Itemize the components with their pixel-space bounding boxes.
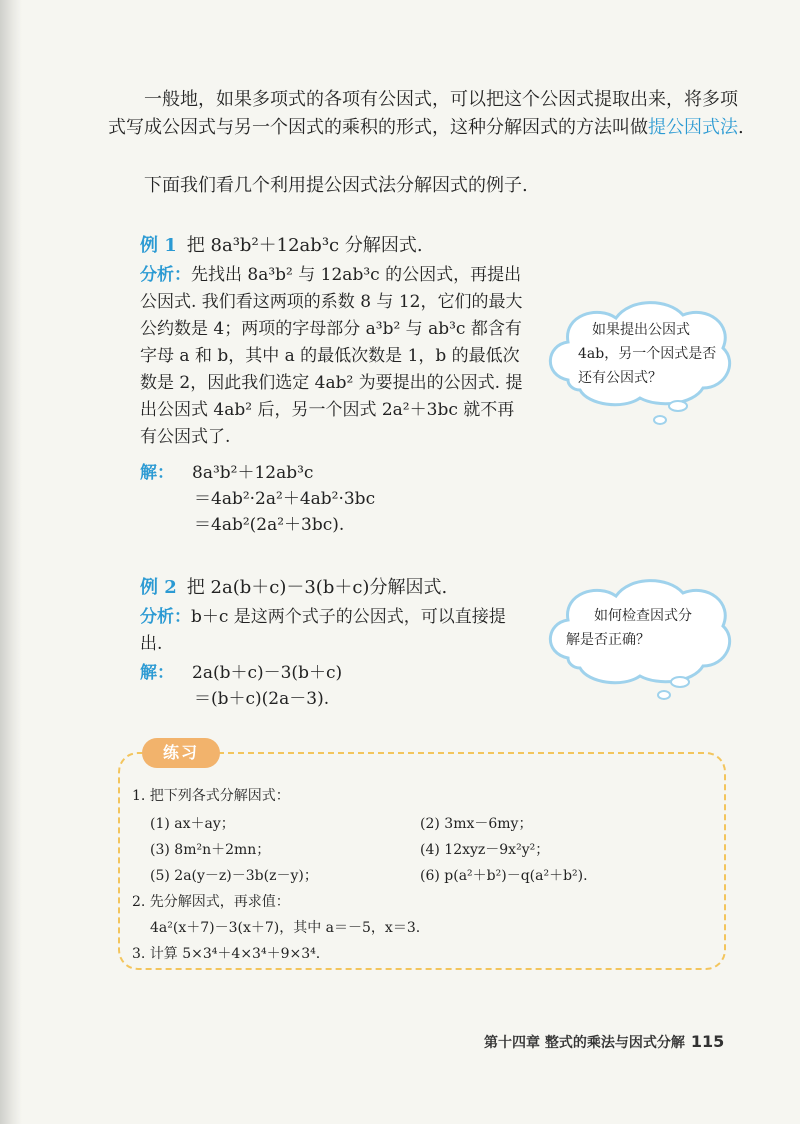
page-number: 115 bbox=[690, 1032, 725, 1051]
cloud-line: 4ab，另一个因式是否 bbox=[578, 346, 717, 362]
example1-analysis-text: 先找出 8a³b² 与 12ab³c 的公因式，再提出公因式. 我们看这两项的系数 8 与 12，它们的最大公约数是 4；两项的字母部分 a³b² 与 ab³c 都含有字母 a 和 b，其中 a 的最低次数是 1，b 的最低次数是 2，因此我们选定 4ab² 为要提出的公因式. 提出公因式 4ab² 后，另一个因式 2a²＋3bc 就不再有公因式了. bbox=[140, 265, 523, 447]
cloud-line: 如何检查因式分 bbox=[594, 608, 692, 624]
practice-item: (1) ax＋ay； bbox=[150, 816, 235, 832]
example2-analysis-label: 分析： bbox=[140, 607, 191, 627]
page-footer bbox=[484, 1032, 724, 1052]
practice-item: (3) 8m²n＋2mn； bbox=[150, 842, 271, 858]
cloud2-text bbox=[566, 604, 692, 652]
practice-item: (6) p(a²＋b²)－q(a²＋b²). bbox=[420, 868, 588, 884]
example2-solution bbox=[140, 660, 342, 712]
intro-term: 提公因式法 bbox=[648, 117, 738, 138]
page-gutter bbox=[0, 0, 22, 1124]
example2-solution-label: 解： bbox=[140, 663, 174, 683]
chapter-title: 第十四章 整式的乘法与因式分解 bbox=[484, 1035, 685, 1051]
example2-label: 例 2 bbox=[140, 577, 177, 598]
solution-line: ＝(b＋c)(2a－3). bbox=[194, 689, 330, 709]
cloud1-text bbox=[578, 318, 716, 390]
practice-q1: 1. 把下列各式分解因式： bbox=[132, 788, 290, 804]
practice-q2-expression: 4a²(x＋7)－3(x＋7)，其中 a＝－5，x＝3. bbox=[150, 920, 421, 936]
solution-line: ＝4ab²·2a²＋4ab²·3bc bbox=[194, 489, 376, 509]
intro-paragraph-2: 下面我们看几个利用提公因式法分解因式的例子. bbox=[144, 175, 528, 196]
example1-heading bbox=[140, 232, 530, 259]
cloud-line: 如果提出公因式 bbox=[592, 322, 690, 338]
example2-problem: 把 2a(b＋c)－3(b＋c)分解因式. bbox=[186, 577, 448, 598]
example1-problem: 把 8a³b²＋12ab³c 分解因式. bbox=[186, 235, 423, 256]
practice-q3: 3. 计算 5×3⁴＋4×3⁴＋9×3⁴. bbox=[132, 946, 321, 962]
practice-item: (2) 3mx－6my； bbox=[420, 816, 533, 832]
example1-solution-label: 解： bbox=[140, 463, 174, 483]
cloud-line: 解是否正确？ bbox=[566, 632, 650, 648]
intro-paragraph bbox=[108, 86, 748, 142]
practice-tag: 练习 bbox=[142, 738, 220, 768]
example2-heading bbox=[140, 574, 530, 601]
cloud-line: 还有公因式？ bbox=[578, 370, 662, 386]
example2-analysis-text: b＋c 是这两个式子的公因式，可以直接提出. bbox=[140, 607, 506, 654]
example1-label: 例 1 bbox=[140, 235, 177, 256]
example2-analysis bbox=[140, 604, 520, 658]
example1-analysis bbox=[140, 262, 530, 451]
practice-item: (4) 12xyz－9x²y²； bbox=[420, 842, 550, 858]
example1-solution bbox=[140, 460, 375, 538]
intro-period: . bbox=[738, 117, 744, 138]
example1-analysis-label: 分析： bbox=[140, 265, 191, 285]
practice-q2: 2. 先分解因式，再求值： bbox=[132, 894, 290, 910]
solution-line: ＝4ab²(2a²＋3bc). bbox=[194, 515, 345, 535]
solution-line: 8a³b²＋12ab³c bbox=[192, 463, 314, 483]
intro-text: 一般地，如果多项式的各项有公因式，可以把这个公因式提取出来，将多项式写成公因式与另一个因式的乘积的形式，这种分解因式的方法叫做 bbox=[108, 89, 738, 138]
practice-item: (5) 2a(y－z)－3b(z－y)； bbox=[150, 868, 318, 884]
solution-line: 2a(b＋c)－3(b＋c) bbox=[192, 663, 343, 683]
